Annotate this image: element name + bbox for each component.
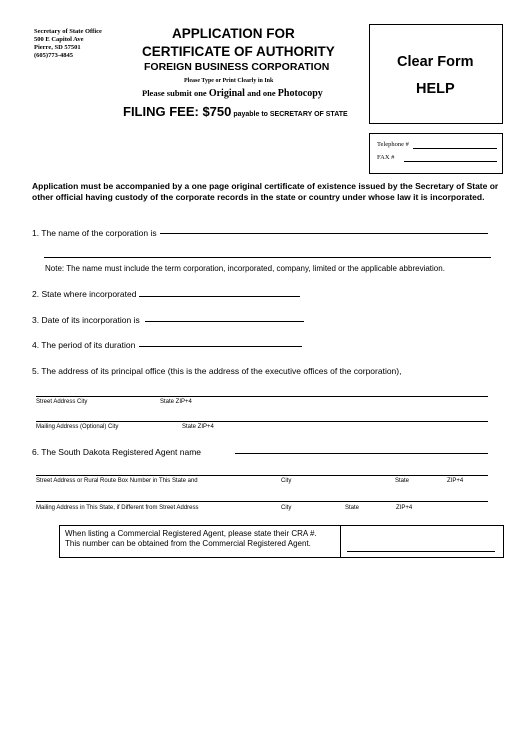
registered-agent-mailing-field[interactable] [36,501,488,502]
cra-line-2: This number can be obtained from the Commercial Registered Agent. [65,539,311,548]
registered-agent-city-caption: City [281,478,292,484]
registered-agent-mailing-city-caption: City [281,505,292,511]
submit-photocopy: Photocopy [277,88,323,99]
fax-row [377,154,394,161]
principal-office-mailing-caption: Mailing Address (Optional) City [36,424,119,430]
office-address [34,28,102,60]
duration-field[interactable] [139,346,302,347]
registered-agent-state-caption: State [395,478,410,484]
office-line-3: Pierre, SD 57501 [34,44,81,51]
cra-divider [340,526,341,557]
submit-prefix: Please submit one [142,88,209,98]
cra-instructions [65,529,337,549]
submit-mid: and one [244,88,278,98]
principal-office-mailing-state-zip-caption: State ZIP+4 [182,424,214,430]
registered-agent-mailing-state-caption: State [345,505,360,511]
filing-fee [123,104,348,119]
form-title-line-1: APPLICATION FOR [172,26,295,41]
cra-line-1: When listing a Commercial Registered Agent, please state their CRA #. [65,529,317,538]
state-incorporated-field[interactable] [139,296,300,297]
principal-office-street-caption: Street Address City [36,399,88,405]
cra-box [59,525,504,558]
form-actions-box [369,24,503,124]
principal-office-state-zip-caption: State ZIP+4 [160,399,192,405]
submit-original: Original [208,88,245,99]
type-print-note: Please Type or Print Clearly in Ink [184,78,274,84]
office-line-1: Secretary of State Office [34,28,102,35]
fax-label: FAX # [377,154,395,161]
registered-agent-label: 6. The South Dakota Registered Agent name [32,447,202,457]
registered-agent-mailing-zip-caption: ZIP+4 [396,505,413,511]
registered-agent-mailing-caption: Mailing Address in This State, if Different from Street Address [36,505,199,511]
duration-label: 4. The period of its duration [32,340,136,350]
principal-office-street-field[interactable] [36,396,488,397]
registered-agent-street-caption: Street Address or Rural Route Box Number in This State and [36,478,198,484]
corporation-name-note: Note: The name must include the term corporation, incorporated, company, limited or the applicable abbreviation. [45,264,445,273]
registered-agent-name-field[interactable] [235,453,488,454]
telephone-row [377,141,409,148]
principal-office-mailing-field[interactable] [36,421,488,422]
registered-agent-street-field[interactable] [36,475,488,476]
contact-box [369,133,503,174]
incorporation-date-label: 3. Date of its incorporation is [32,315,140,325]
filing-fee-payee: payable to SECRETARY OF STATE [231,111,348,118]
corporation-name-field[interactable] [160,233,488,234]
registered-agent-zip-caption: ZIP+4 [447,478,464,484]
cra-number-field[interactable] [347,551,495,552]
telephone-field[interactable] [413,148,497,149]
help-button[interactable]: HELP [416,81,455,97]
incorporation-date-field[interactable] [145,321,304,322]
office-line-2: 500 E Capitol Ave [34,36,84,43]
form-title-line-2: CERTIFICATE OF AUTHORITY [142,44,335,59]
telephone-label: Telephone # [377,141,409,148]
corporation-name-field-continued[interactable] [44,257,491,258]
office-line-4: (605)773-4845 [34,52,73,59]
corporation-name-label: 1. The name of the corporation is [32,228,157,238]
fax-field[interactable] [404,161,497,162]
filing-fee-label: FILING FEE: $750 [123,104,232,119]
intro-paragraph: Application must be accompanied by a one page original certificate of existence issued by the Secretary of State or other official having custody of the corporate records in the state or country under whose law it is incorporated. [32,181,499,202]
clear-form-button[interactable]: Clear Form [397,54,474,70]
state-incorporated-label: 2. State where incorporated [32,289,137,299]
principal-office-label: 5. The address of its principal office (this is the address of the executive offices of the corporation), [32,366,402,376]
submit-note [142,88,323,99]
form-subtitle: FOREIGN BUSINESS CORPORATION [144,61,330,73]
